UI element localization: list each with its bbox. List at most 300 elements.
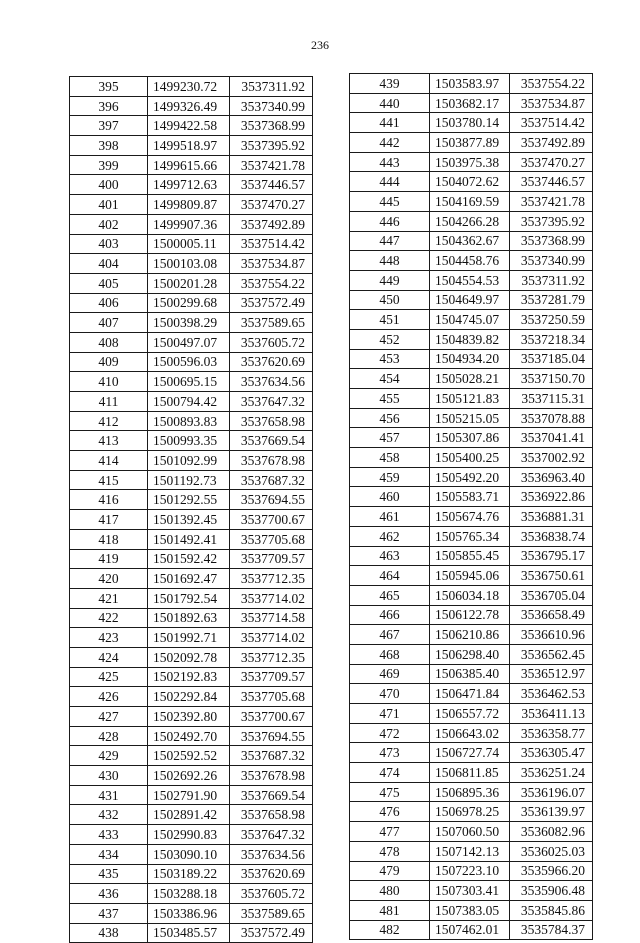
x-coordinate-cell: 1506034.18 <box>430 585 510 605</box>
x-coordinate-cell: 1499809.87 <box>148 195 230 215</box>
y-coordinate-cell: 3536795.17 <box>510 546 593 566</box>
table-row <box>350 290 593 310</box>
table-row <box>70 214 313 234</box>
table-row <box>70 529 313 549</box>
y-coordinate-cell: 3536922.86 <box>510 487 593 507</box>
x-coordinate-cell: 1506895.36 <box>430 782 510 802</box>
table-row <box>70 451 313 471</box>
x-coordinate-cell: 1507462.01 <box>430 920 510 940</box>
y-coordinate-cell: 3537709.57 <box>230 549 313 569</box>
table-row <box>70 903 313 923</box>
table-row <box>70 864 313 884</box>
y-coordinate-cell: 3537514.42 <box>230 234 313 254</box>
x-coordinate-cell: 1504362.67 <box>430 231 510 251</box>
point-number-cell: 412 <box>70 411 148 431</box>
x-coordinate-cell: 1506727.74 <box>430 743 510 763</box>
x-coordinate-cell: 1504266.28 <box>430 211 510 231</box>
x-coordinate-cell: 1506978.25 <box>430 802 510 822</box>
x-coordinate-cell: 1500299.68 <box>148 293 230 313</box>
x-coordinate-cell: 1500497.07 <box>148 332 230 352</box>
point-number-cell: 416 <box>70 490 148 510</box>
point-number-cell: 426 <box>70 687 148 707</box>
point-number-cell: 408 <box>70 332 148 352</box>
x-coordinate-cell: 1506811.85 <box>430 763 510 783</box>
point-number-cell: 432 <box>70 805 148 825</box>
x-coordinate-cell: 1504169.59 <box>430 192 510 212</box>
y-coordinate-cell: 3537185.04 <box>510 349 593 369</box>
table-row <box>350 211 593 231</box>
x-coordinate-cell: 1499518.97 <box>148 136 230 156</box>
point-number-cell: 425 <box>70 667 148 687</box>
table-row <box>350 192 593 212</box>
table-row <box>70 155 313 175</box>
x-coordinate-cell: 1506122.78 <box>430 605 510 625</box>
x-coordinate-cell: 1501292.55 <box>148 490 230 510</box>
point-number-cell: 414 <box>70 451 148 471</box>
x-coordinate-cell: 1502990.83 <box>148 825 230 845</box>
y-coordinate-cell: 3537712.35 <box>230 569 313 589</box>
point-number-cell: 442 <box>350 133 430 153</box>
point-number-cell: 463 <box>350 546 430 566</box>
x-coordinate-cell: 1502592.52 <box>148 746 230 766</box>
table-row <box>70 490 313 510</box>
y-coordinate-cell: 3537311.92 <box>230 77 313 97</box>
point-number-cell: 447 <box>350 231 430 251</box>
y-coordinate-cell: 3537714.02 <box>230 628 313 648</box>
point-number-cell: 451 <box>350 310 430 330</box>
point-number-cell: 417 <box>70 510 148 530</box>
y-coordinate-cell: 3537281.79 <box>510 290 593 310</box>
table-row <box>350 861 593 881</box>
x-coordinate-cell: 1502392.80 <box>148 707 230 727</box>
point-number-cell: 441 <box>350 113 430 133</box>
point-number-cell: 449 <box>350 270 430 290</box>
point-number-cell: 421 <box>70 588 148 608</box>
point-number-cell: 402 <box>70 214 148 234</box>
table-row <box>350 408 593 428</box>
point-number-cell: 461 <box>350 507 430 527</box>
x-coordinate-cell: 1503975.38 <box>430 152 510 172</box>
y-coordinate-cell: 3537395.92 <box>510 211 593 231</box>
x-coordinate-cell: 1502891.42 <box>148 805 230 825</box>
y-coordinate-cell: 3537250.59 <box>510 310 593 330</box>
x-coordinate-cell: 1507303.41 <box>430 881 510 901</box>
table-row <box>350 704 593 724</box>
point-number-cell: 411 <box>70 392 148 412</box>
point-number-cell: 482 <box>350 920 430 940</box>
point-number-cell: 406 <box>70 293 148 313</box>
point-number-cell: 467 <box>350 625 430 645</box>
point-number-cell: 419 <box>70 549 148 569</box>
table-row <box>70 273 313 293</box>
y-coordinate-cell: 3535845.86 <box>510 900 593 920</box>
y-coordinate-cell: 3537368.99 <box>230 116 313 136</box>
table-row <box>70 746 313 766</box>
x-coordinate-cell: 1500794.42 <box>148 392 230 412</box>
y-coordinate-cell: 3537705.68 <box>230 529 313 549</box>
point-number-cell: 455 <box>350 389 430 409</box>
y-coordinate-cell: 3536963.40 <box>510 467 593 487</box>
y-coordinate-cell: 3537687.32 <box>230 470 313 490</box>
y-coordinate-cell: 3537705.68 <box>230 687 313 707</box>
y-coordinate-cell: 3537340.99 <box>230 96 313 116</box>
x-coordinate-cell: 1503386.96 <box>148 903 230 923</box>
table-row <box>350 310 593 330</box>
point-number-cell: 478 <box>350 841 430 861</box>
point-number-cell: 481 <box>350 900 430 920</box>
y-coordinate-cell: 3536881.31 <box>510 507 593 527</box>
x-coordinate-cell: 1504745.07 <box>430 310 510 330</box>
x-coordinate-cell: 1503780.14 <box>430 113 510 133</box>
y-coordinate-cell: 3537368.99 <box>510 231 593 251</box>
table-row <box>350 526 593 546</box>
point-number-cell: 465 <box>350 585 430 605</box>
x-coordinate-cell: 1503583.97 <box>430 74 510 94</box>
table-row <box>350 231 593 251</box>
y-coordinate-cell: 3537687.32 <box>230 746 313 766</box>
table-row <box>350 802 593 822</box>
table-row <box>350 448 593 468</box>
y-coordinate-cell: 3536305.47 <box>510 743 593 763</box>
x-coordinate-cell: 1503682.17 <box>430 93 510 113</box>
table-row <box>350 251 593 271</box>
y-coordinate-cell: 3536610.96 <box>510 625 593 645</box>
x-coordinate-cell: 1506557.72 <box>430 704 510 724</box>
table-row <box>70 825 313 845</box>
x-coordinate-cell: 1505583.71 <box>430 487 510 507</box>
y-coordinate-cell: 3537534.87 <box>230 254 313 274</box>
y-coordinate-cell: 3537620.69 <box>230 352 313 372</box>
point-number-cell: 400 <box>70 175 148 195</box>
y-coordinate-cell: 3537554.22 <box>510 74 593 94</box>
y-coordinate-cell: 3537492.89 <box>510 133 593 153</box>
x-coordinate-cell: 1501392.45 <box>148 510 230 530</box>
table-row <box>350 467 593 487</box>
table-row <box>350 763 593 783</box>
point-number-cell: 444 <box>350 172 430 192</box>
point-number-cell: 470 <box>350 684 430 704</box>
point-number-cell: 427 <box>70 707 148 727</box>
table-row <box>350 605 593 625</box>
x-coordinate-cell: 1504649.97 <box>430 290 510 310</box>
y-coordinate-cell: 3537700.67 <box>230 707 313 727</box>
point-number-cell: 450 <box>350 290 430 310</box>
x-coordinate-cell: 1506298.40 <box>430 644 510 664</box>
x-coordinate-cell: 1500695.15 <box>148 372 230 392</box>
table-row <box>70 392 313 412</box>
table-row <box>70 785 313 805</box>
x-coordinate-cell: 1500005.11 <box>148 234 230 254</box>
point-number-cell: 413 <box>70 431 148 451</box>
table-row <box>70 470 313 490</box>
table-row <box>350 881 593 901</box>
x-coordinate-cell: 1499230.72 <box>148 77 230 97</box>
x-coordinate-cell: 1503877.89 <box>430 133 510 153</box>
y-coordinate-cell: 3537658.98 <box>230 411 313 431</box>
point-number-cell: 420 <box>70 569 148 589</box>
table-row <box>70 254 313 274</box>
point-number-cell: 399 <box>70 155 148 175</box>
point-number-cell: 430 <box>70 766 148 786</box>
y-coordinate-cell: 3536025.03 <box>510 841 593 861</box>
x-coordinate-cell: 1499615.66 <box>148 155 230 175</box>
y-coordinate-cell: 3536251.24 <box>510 763 593 783</box>
x-coordinate-cell: 1503189.22 <box>148 864 230 884</box>
point-number-cell: 477 <box>350 822 430 842</box>
x-coordinate-cell: 1505121.83 <box>430 389 510 409</box>
table-row <box>350 585 593 605</box>
table-row <box>70 844 313 864</box>
y-coordinate-cell: 3536358.77 <box>510 723 593 743</box>
x-coordinate-cell: 1501992.71 <box>148 628 230 648</box>
table-row <box>70 707 313 727</box>
y-coordinate-cell: 3537446.57 <box>230 175 313 195</box>
point-number-cell: 415 <box>70 470 148 490</box>
y-coordinate-cell: 3535784.37 <box>510 920 593 940</box>
y-coordinate-cell: 3537150.70 <box>510 369 593 389</box>
x-coordinate-cell: 1506643.02 <box>430 723 510 743</box>
y-coordinate-cell: 3536196.07 <box>510 782 593 802</box>
point-number-cell: 440 <box>350 93 430 113</box>
x-coordinate-cell: 1502092.78 <box>148 647 230 667</box>
point-number-cell: 407 <box>70 313 148 333</box>
y-coordinate-cell: 3537700.67 <box>230 510 313 530</box>
y-coordinate-cell: 3536562.45 <box>510 644 593 664</box>
table-row <box>70 726 313 746</box>
y-coordinate-cell: 3537658.98 <box>230 805 313 825</box>
x-coordinate-cell: 1501892.63 <box>148 608 230 628</box>
point-number-cell: 456 <box>350 408 430 428</box>
y-coordinate-cell: 3535966.20 <box>510 861 593 881</box>
table-row <box>70 431 313 451</box>
x-coordinate-cell: 1505400.25 <box>430 448 510 468</box>
point-number-cell: 457 <box>350 428 430 448</box>
point-number-cell: 424 <box>70 647 148 667</box>
y-coordinate-cell: 3537694.55 <box>230 726 313 746</box>
y-coordinate-cell: 3537694.55 <box>230 490 313 510</box>
x-coordinate-cell: 1507060.50 <box>430 822 510 842</box>
x-coordinate-cell: 1501192.73 <box>148 470 230 490</box>
y-coordinate-cell: 3536139.97 <box>510 802 593 822</box>
page-number: 236 <box>311 38 329 52</box>
x-coordinate-cell: 1505215.05 <box>430 408 510 428</box>
y-coordinate-cell: 3537605.72 <box>230 884 313 904</box>
y-coordinate-cell: 3537572.49 <box>230 923 313 943</box>
y-coordinate-cell: 3536750.61 <box>510 566 593 586</box>
x-coordinate-cell: 1500103.08 <box>148 254 230 274</box>
point-number-cell: 397 <box>70 116 148 136</box>
table-row <box>350 172 593 192</box>
y-coordinate-cell: 3536411.13 <box>510 704 593 724</box>
table-row <box>350 133 593 153</box>
point-number-cell: 448 <box>350 251 430 271</box>
table-row <box>350 920 593 940</box>
point-number-cell: 459 <box>350 467 430 487</box>
y-coordinate-cell: 3537669.54 <box>230 431 313 451</box>
point-number-cell: 410 <box>70 372 148 392</box>
x-coordinate-cell: 1502292.84 <box>148 687 230 707</box>
table-row <box>350 507 593 527</box>
point-number-cell: 443 <box>350 152 430 172</box>
table-row <box>350 782 593 802</box>
point-number-cell: 452 <box>350 329 430 349</box>
table-row <box>70 332 313 352</box>
y-coordinate-cell: 3537311.92 <box>510 270 593 290</box>
y-coordinate-cell: 3537492.89 <box>230 214 313 234</box>
table-row <box>350 743 593 763</box>
table-row <box>350 487 593 507</box>
point-number-cell: 396 <box>70 96 148 116</box>
table-row <box>70 805 313 825</box>
x-coordinate-cell: 1504934.20 <box>430 349 510 369</box>
x-coordinate-cell: 1507142.13 <box>430 841 510 861</box>
y-coordinate-cell: 3537647.32 <box>230 825 313 845</box>
table-row <box>70 569 313 589</box>
table-row <box>70 96 313 116</box>
x-coordinate-cell: 1505028.21 <box>430 369 510 389</box>
point-number-cell: 405 <box>70 273 148 293</box>
table-row <box>70 234 313 254</box>
x-coordinate-cell: 1501592.42 <box>148 549 230 569</box>
y-coordinate-cell: 3537712.35 <box>230 647 313 667</box>
table-row <box>70 116 313 136</box>
y-coordinate-cell: 3537115.31 <box>510 389 593 409</box>
x-coordinate-cell: 1500993.35 <box>148 431 230 451</box>
y-coordinate-cell: 3537714.02 <box>230 588 313 608</box>
x-coordinate-cell: 1504458.76 <box>430 251 510 271</box>
table-row <box>70 884 313 904</box>
point-number-cell: 398 <box>70 136 148 156</box>
y-coordinate-cell: 3536838.74 <box>510 526 593 546</box>
point-number-cell: 471 <box>350 704 430 724</box>
table-row <box>350 900 593 920</box>
y-coordinate-cell: 3537514.42 <box>510 113 593 133</box>
y-coordinate-cell: 3537678.98 <box>230 451 313 471</box>
y-coordinate-cell: 3537669.54 <box>230 785 313 805</box>
x-coordinate-cell: 1505492.20 <box>430 467 510 487</box>
x-coordinate-cell: 1507223.10 <box>430 861 510 881</box>
x-coordinate-cell: 1500201.28 <box>148 273 230 293</box>
x-coordinate-cell: 1500398.29 <box>148 313 230 333</box>
table-row <box>350 389 593 409</box>
point-number-cell: 422 <box>70 608 148 628</box>
point-number-cell: 434 <box>70 844 148 864</box>
table-row <box>70 293 313 313</box>
table-row <box>70 372 313 392</box>
point-number-cell: 403 <box>70 234 148 254</box>
point-number-cell: 464 <box>350 566 430 586</box>
point-number-cell: 458 <box>350 448 430 468</box>
y-coordinate-cell: 3536082.96 <box>510 822 593 842</box>
table-row <box>350 644 593 664</box>
table-row <box>70 195 313 215</box>
x-coordinate-cell: 1500893.83 <box>148 411 230 431</box>
table-row <box>70 687 313 707</box>
x-coordinate-cell: 1499422.58 <box>148 116 230 136</box>
y-coordinate-cell: 3537554.22 <box>230 273 313 293</box>
y-coordinate-cell: 3536462.53 <box>510 684 593 704</box>
table-row <box>350 684 593 704</box>
x-coordinate-cell: 1503090.10 <box>148 844 230 864</box>
x-coordinate-cell: 1506471.84 <box>430 684 510 704</box>
table-row <box>350 74 593 94</box>
y-coordinate-cell: 3537647.32 <box>230 392 313 412</box>
point-number-cell: 433 <box>70 825 148 845</box>
table-body <box>70 77 313 943</box>
table-row <box>350 625 593 645</box>
x-coordinate-cell: 1501692.47 <box>148 569 230 589</box>
point-number-cell: 418 <box>70 529 148 549</box>
table-row <box>350 152 593 172</box>
y-coordinate-cell: 3537041.41 <box>510 428 593 448</box>
point-number-cell: 460 <box>350 487 430 507</box>
table-row <box>350 349 593 369</box>
table-row <box>70 136 313 156</box>
y-coordinate-cell: 3537620.69 <box>230 864 313 884</box>
table-row <box>350 723 593 743</box>
point-number-cell: 409 <box>70 352 148 372</box>
point-number-cell: 474 <box>350 763 430 783</box>
x-coordinate-cell: 1504554.53 <box>430 270 510 290</box>
table-row <box>70 510 313 530</box>
y-coordinate-cell: 3537470.27 <box>230 195 313 215</box>
point-number-cell: 469 <box>350 664 430 684</box>
table-row <box>70 608 313 628</box>
x-coordinate-cell: 1504072.62 <box>430 172 510 192</box>
point-number-cell: 472 <box>350 723 430 743</box>
table-row <box>350 566 593 586</box>
point-number-cell: 423 <box>70 628 148 648</box>
y-coordinate-cell: 3536512.97 <box>510 664 593 684</box>
y-coordinate-cell: 3537421.78 <box>510 192 593 212</box>
point-number-cell: 468 <box>350 644 430 664</box>
x-coordinate-cell: 1502692.26 <box>148 766 230 786</box>
coordinate-table-left <box>69 76 313 943</box>
y-coordinate-cell: 3537470.27 <box>510 152 593 172</box>
point-number-cell: 453 <box>350 349 430 369</box>
table-row <box>350 841 593 861</box>
table-row <box>70 549 313 569</box>
x-coordinate-cell: 1499907.36 <box>148 214 230 234</box>
y-coordinate-cell: 3537634.56 <box>230 372 313 392</box>
y-coordinate-cell: 3537634.56 <box>230 844 313 864</box>
point-number-cell: 404 <box>70 254 148 274</box>
point-number-cell: 438 <box>70 923 148 943</box>
table-row <box>350 546 593 566</box>
point-number-cell: 395 <box>70 77 148 97</box>
table-row <box>70 628 313 648</box>
point-number-cell: 446 <box>350 211 430 231</box>
x-coordinate-cell: 1501792.54 <box>148 588 230 608</box>
x-coordinate-cell: 1505945.06 <box>430 566 510 586</box>
table-row <box>70 411 313 431</box>
table-row <box>350 270 593 290</box>
table-row <box>70 647 313 667</box>
y-coordinate-cell: 3537078.88 <box>510 408 593 428</box>
y-coordinate-cell: 3537678.98 <box>230 766 313 786</box>
point-number-cell: 437 <box>70 903 148 923</box>
y-coordinate-cell: 3537589.65 <box>230 903 313 923</box>
table-row <box>70 588 313 608</box>
point-number-cell: 428 <box>70 726 148 746</box>
y-coordinate-cell: 3537605.72 <box>230 332 313 352</box>
y-coordinate-cell: 3536705.04 <box>510 585 593 605</box>
x-coordinate-cell: 1499326.49 <box>148 96 230 116</box>
x-coordinate-cell: 1507383.05 <box>430 900 510 920</box>
x-coordinate-cell: 1501092.99 <box>148 451 230 471</box>
table-row <box>70 313 313 333</box>
point-number-cell: 480 <box>350 881 430 901</box>
